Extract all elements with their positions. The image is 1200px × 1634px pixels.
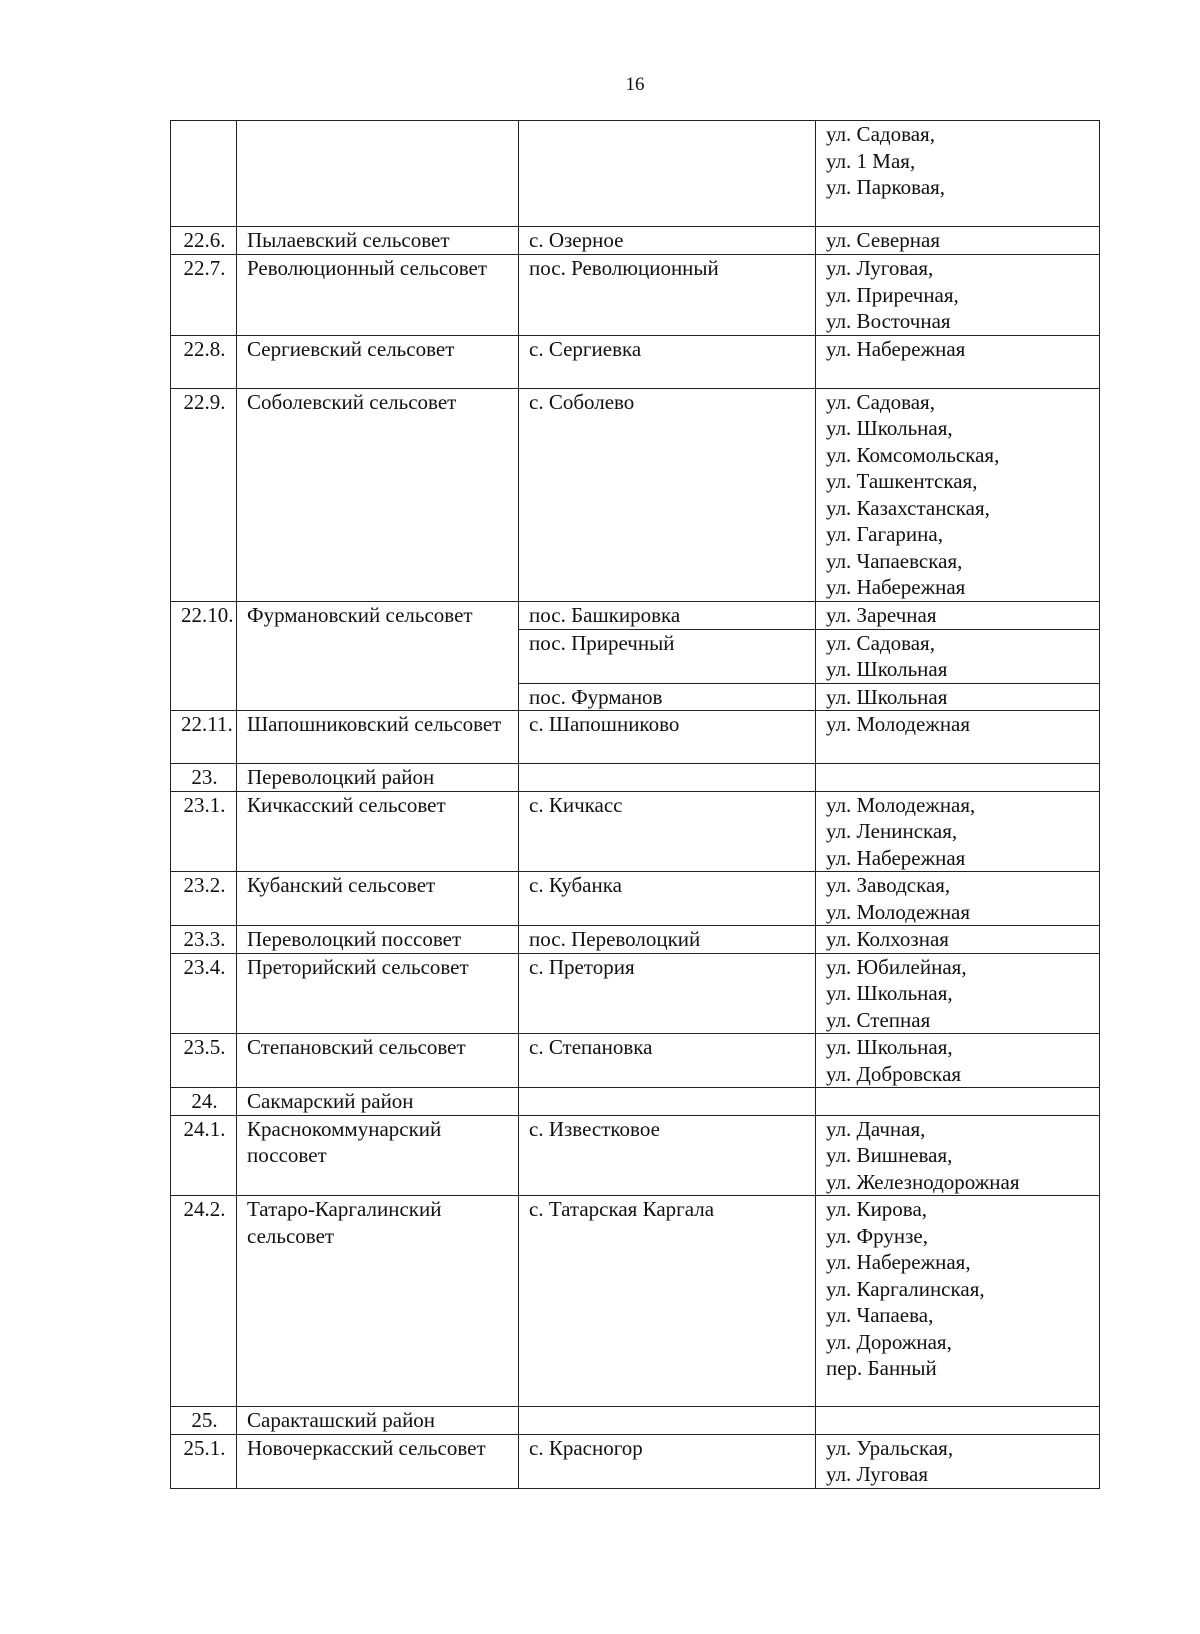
cell-streets: ул. Заводская, ул. Молодежная bbox=[816, 872, 1100, 926]
table-row bbox=[171, 1407, 1100, 1435]
table-row bbox=[171, 791, 1100, 872]
cell-council: Переволоцкий район bbox=[237, 764, 519, 792]
cell-council: Фурмановский сельсовет bbox=[237, 601, 519, 711]
table-row bbox=[171, 227, 1100, 255]
table-row bbox=[171, 1434, 1100, 1488]
cell-council: Сакмарский район bbox=[237, 1088, 519, 1116]
cell-settlement: пос. Переволоцкий bbox=[519, 926, 816, 954]
cell-settlement bbox=[519, 121, 816, 227]
cell-num: 22.6. bbox=[171, 227, 237, 255]
cell-council: Революционный сельсовет bbox=[237, 255, 519, 336]
settlements-table bbox=[170, 120, 1100, 1489]
table-row bbox=[171, 335, 1100, 388]
cell-num: 23.1. bbox=[171, 791, 237, 872]
cell-streets: ул. Уральская, ул. Луговая bbox=[816, 1434, 1100, 1488]
table-row bbox=[171, 1196, 1100, 1407]
cell-streets: ул. Кирова, ул. Фрунзе, ул. Набережная, ул. Каргалинская, ул. Чапаева, ул. Дорожная, пер. Банный bbox=[816, 1196, 1100, 1407]
cell-streets: ул. Садовая, ул. Школьная, ул. Комсомольская, ул. Ташкентская, ул. Казахстанская, ул. Гагарина, ул. Чапаевская, ул. Набережная bbox=[816, 388, 1100, 601]
cell-council: Татаро-Каргалинский сельсовет bbox=[237, 1196, 519, 1407]
cell-council bbox=[237, 121, 519, 227]
cell-settlement: с. Кубанка bbox=[519, 872, 816, 926]
cell-settlement: пос. Приречный bbox=[519, 629, 816, 683]
cell-streets: ул. Молодежная, ул. Ленинская, ул. Набережная bbox=[816, 791, 1100, 872]
page-number: 16 bbox=[625, 74, 645, 95]
cell-num: 24.2. bbox=[171, 1196, 237, 1407]
cell-streets: ул. Молодежная bbox=[816, 711, 1100, 764]
table-row bbox=[171, 1088, 1100, 1116]
cell-streets bbox=[816, 764, 1100, 792]
cell-num: 22.8. bbox=[171, 335, 237, 388]
cell-num: 22.10. bbox=[171, 601, 237, 711]
cell-num: 23. bbox=[171, 764, 237, 792]
cell-settlement: с. Известковое bbox=[519, 1115, 816, 1196]
table-row bbox=[171, 1115, 1100, 1196]
cell-settlement: с. Татарская Каргала bbox=[519, 1196, 816, 1407]
cell-streets: ул. Набережная bbox=[816, 335, 1100, 388]
cell-settlement: с. Кичкасс bbox=[519, 791, 816, 872]
table-row bbox=[171, 1034, 1100, 1088]
cell-council: Кубанский сельсовет bbox=[237, 872, 519, 926]
cell-num bbox=[171, 121, 237, 227]
cell-council: Краснокоммунарский поссовет bbox=[237, 1115, 519, 1196]
table-row bbox=[171, 872, 1100, 926]
cell-council: Новочеркасский сельсовет bbox=[237, 1434, 519, 1488]
cell-settlement bbox=[519, 1407, 816, 1435]
cell-council: Переволоцкий поссовет bbox=[237, 926, 519, 954]
cell-num: 23.2. bbox=[171, 872, 237, 926]
table-row bbox=[171, 121, 1100, 227]
cell-settlement: с. Сергиевка bbox=[519, 335, 816, 388]
cell-num: 23.5. bbox=[171, 1034, 237, 1088]
cell-council: Преторийский сельсовет bbox=[237, 953, 519, 1034]
cell-settlement: с. Степановка bbox=[519, 1034, 816, 1088]
cell-streets: ул. Колхозная bbox=[816, 926, 1100, 954]
table-row bbox=[171, 953, 1100, 1034]
cell-council: Пылаевский сельсовет bbox=[237, 227, 519, 255]
table-row bbox=[171, 764, 1100, 792]
cell-council: Саракташский район bbox=[237, 1407, 519, 1435]
cell-settlement: с. Соболево bbox=[519, 388, 816, 601]
cell-streets: ул. Садовая, ул. Школьная bbox=[816, 629, 1100, 683]
cell-settlement: с. Красногор bbox=[519, 1434, 816, 1488]
cell-streets: ул. Луговая, ул. Приречная, ул. Восточная bbox=[816, 255, 1100, 336]
cell-council: Степановский сельсовет bbox=[237, 1034, 519, 1088]
cell-num: 23.4. bbox=[171, 953, 237, 1034]
cell-streets: ул. Северная bbox=[816, 227, 1100, 255]
cell-settlement: пос. Башкировка bbox=[519, 601, 816, 629]
cell-settlement: пос. Фурманов bbox=[519, 683, 816, 711]
cell-num: 22.7. bbox=[171, 255, 237, 336]
cell-streets: ул. Школьная, ул. Добровская bbox=[816, 1034, 1100, 1088]
cell-streets bbox=[816, 1088, 1100, 1116]
table-body bbox=[171, 121, 1100, 1489]
cell-num: 25. bbox=[171, 1407, 237, 1435]
table-row bbox=[171, 388, 1100, 601]
cell-settlement bbox=[519, 1088, 816, 1116]
table-row bbox=[171, 601, 1100, 629]
cell-streets: ул. Школьная bbox=[816, 683, 1100, 711]
cell-settlement: с. Претория bbox=[519, 953, 816, 1034]
cell-num: 22.11. bbox=[171, 711, 237, 764]
cell-streets: ул. Юбилейная, ул. Школьная, ул. Степная bbox=[816, 953, 1100, 1034]
cell-num: 24. bbox=[171, 1088, 237, 1116]
cell-streets: ул. Заречная bbox=[816, 601, 1100, 629]
cell-num: 22.9. bbox=[171, 388, 237, 601]
cell-settlement bbox=[519, 764, 816, 792]
table-row bbox=[171, 255, 1100, 336]
cell-settlement: с. Озерное bbox=[519, 227, 816, 255]
cell-settlement: с. Шапошниково bbox=[519, 711, 816, 764]
cell-council: Шапошниковский сельсовет bbox=[237, 711, 519, 764]
cell-num: 25.1. bbox=[171, 1434, 237, 1488]
cell-council: Сергиевский сельсовет bbox=[237, 335, 519, 388]
cell-streets: ул. Садовая, ул. 1 Мая, ул. Парковая, bbox=[816, 121, 1100, 227]
cell-council: Кичкасский сельсовет bbox=[237, 791, 519, 872]
cell-streets bbox=[816, 1407, 1100, 1435]
cell-settlement: пос. Революционный bbox=[519, 255, 816, 336]
cell-num: 23.3. bbox=[171, 926, 237, 954]
table-row bbox=[171, 926, 1100, 954]
cell-council: Соболевский сельсовет bbox=[237, 388, 519, 601]
cell-num: 24.1. bbox=[171, 1115, 237, 1196]
table-row bbox=[171, 711, 1100, 764]
cell-streets: ул. Дачная, ул. Вишневая, ул. Железнодорожная bbox=[816, 1115, 1100, 1196]
